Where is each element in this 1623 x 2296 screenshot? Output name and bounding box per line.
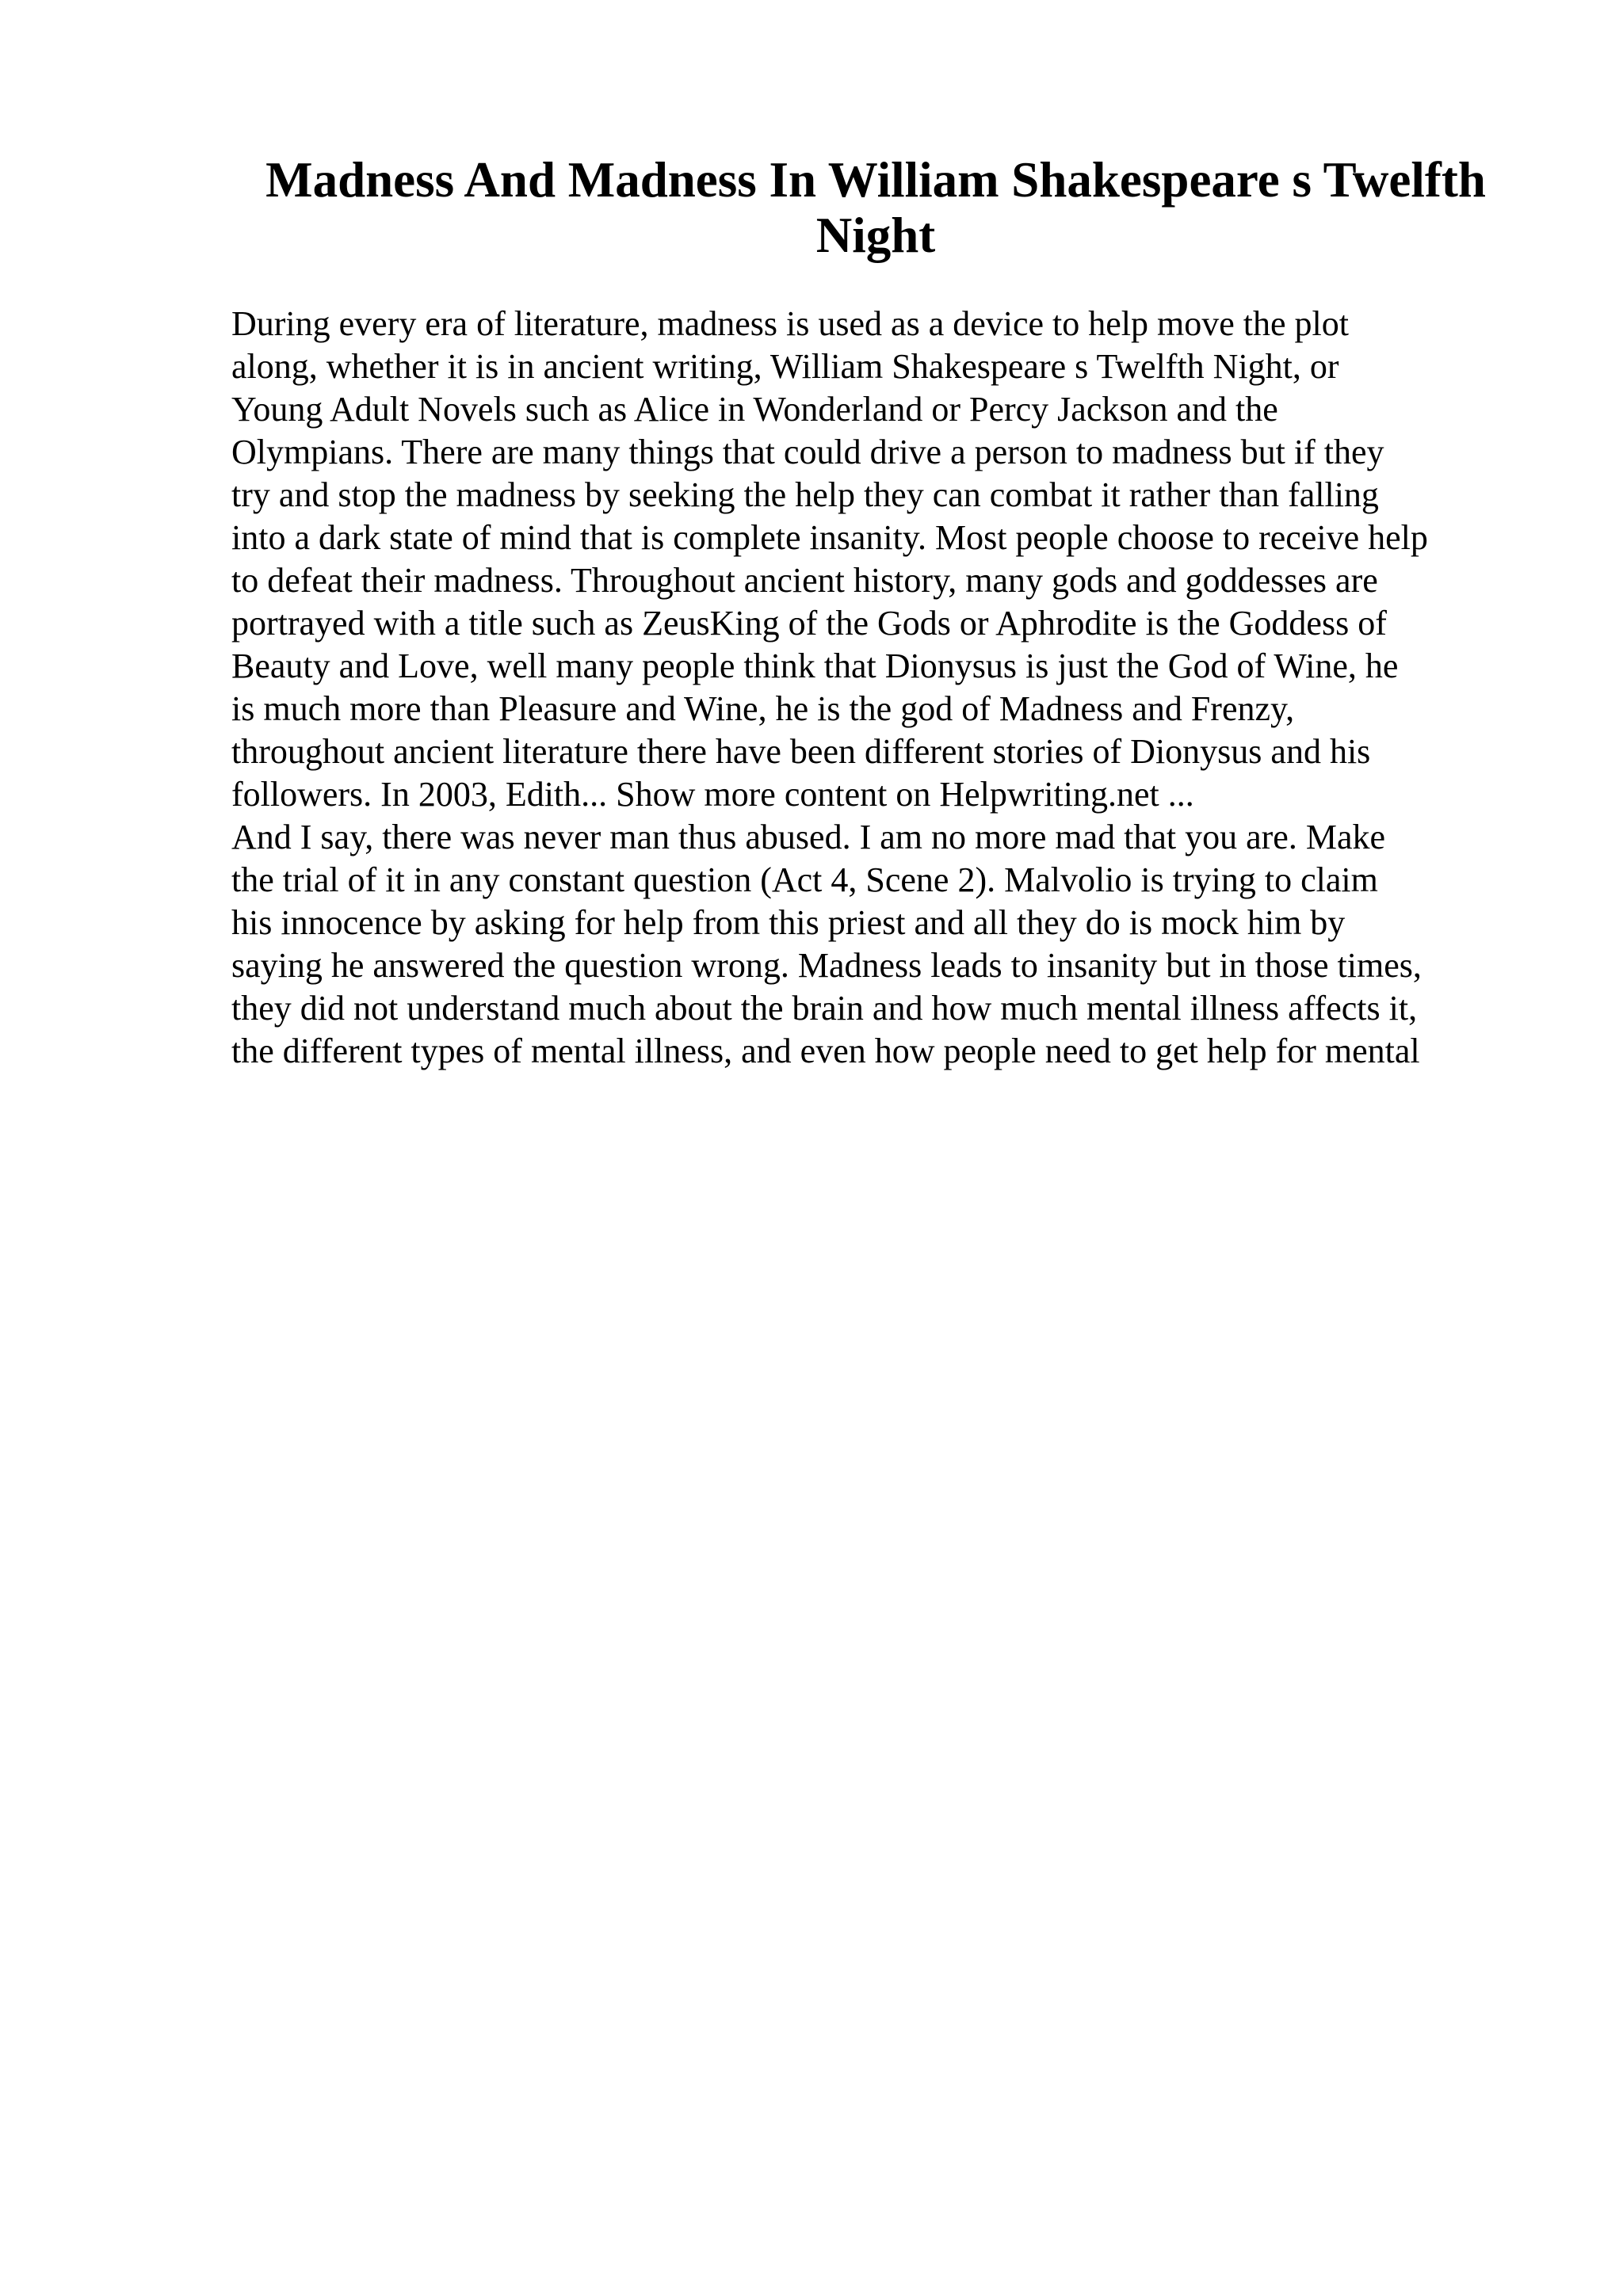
- body-line: they did not understand much about the brain and how much mental illness affects it,: [231, 989, 1418, 1028]
- body-line: his innocence by asking for help from this priest and all they do is mock him by: [231, 903, 1346, 942]
- body-line: Beauty and Love, well many people think that Dionysus is just the God of Wine, he: [231, 646, 1399, 685]
- document-body: [231, 303, 1515, 1073]
- body-line: try and stop the madness by seeking the help they can combat it rather than falling: [231, 475, 1379, 514]
- body-line: Olympians. There are many things that could drive a person to madness but if they: [231, 433, 1384, 471]
- body-line: followers. In 2003, Edith... Show more content on Helpwriting.net ...: [231, 775, 1194, 814]
- body-line: portrayed with a title such as ZeusKing of the Gods or Aphrodite is the Goddess of: [231, 604, 1387, 643]
- body-line: Young Adult Novels such as Alice in Wonderland or Percy Jackson and the: [231, 390, 1278, 429]
- body-line: along, whether it is in ancient writing, William Shakespeare s Twelfth Night, or: [231, 347, 1339, 386]
- body-line: to defeat their madness. Throughout ancient history, many gods and goddesses are: [231, 561, 1378, 600]
- body-line: throughout ancient literature there have been different stories of Dionysus and his: [231, 732, 1371, 771]
- body-line: the trial of it in any constant question (Act 4, Scene 2). Malvolio is trying to claim: [231, 860, 1378, 899]
- body-line: saying he answered the question wrong. Madness leads to insanity but in those times,: [231, 946, 1422, 985]
- body-line: the different types of mental illness, and even how people need to get help for mental: [231, 1032, 1420, 1070]
- body-line: During every era of literature, madness is used as a device to help move the plot: [231, 304, 1349, 343]
- body-line: is much more than Pleasure and Wine, he is the god of Madness and Frenzy,: [231, 689, 1295, 728]
- document-title: Madness And Madness In William Shakespeare s Twelfth Night: [265, 152, 1486, 263]
- body-line: into a dark state of mind that is complete insanity. Most people choose to receive help: [231, 518, 1428, 557]
- body-line: And I say, there was never man thus abused. I am no more mad that you are. Make: [231, 818, 1386, 856]
